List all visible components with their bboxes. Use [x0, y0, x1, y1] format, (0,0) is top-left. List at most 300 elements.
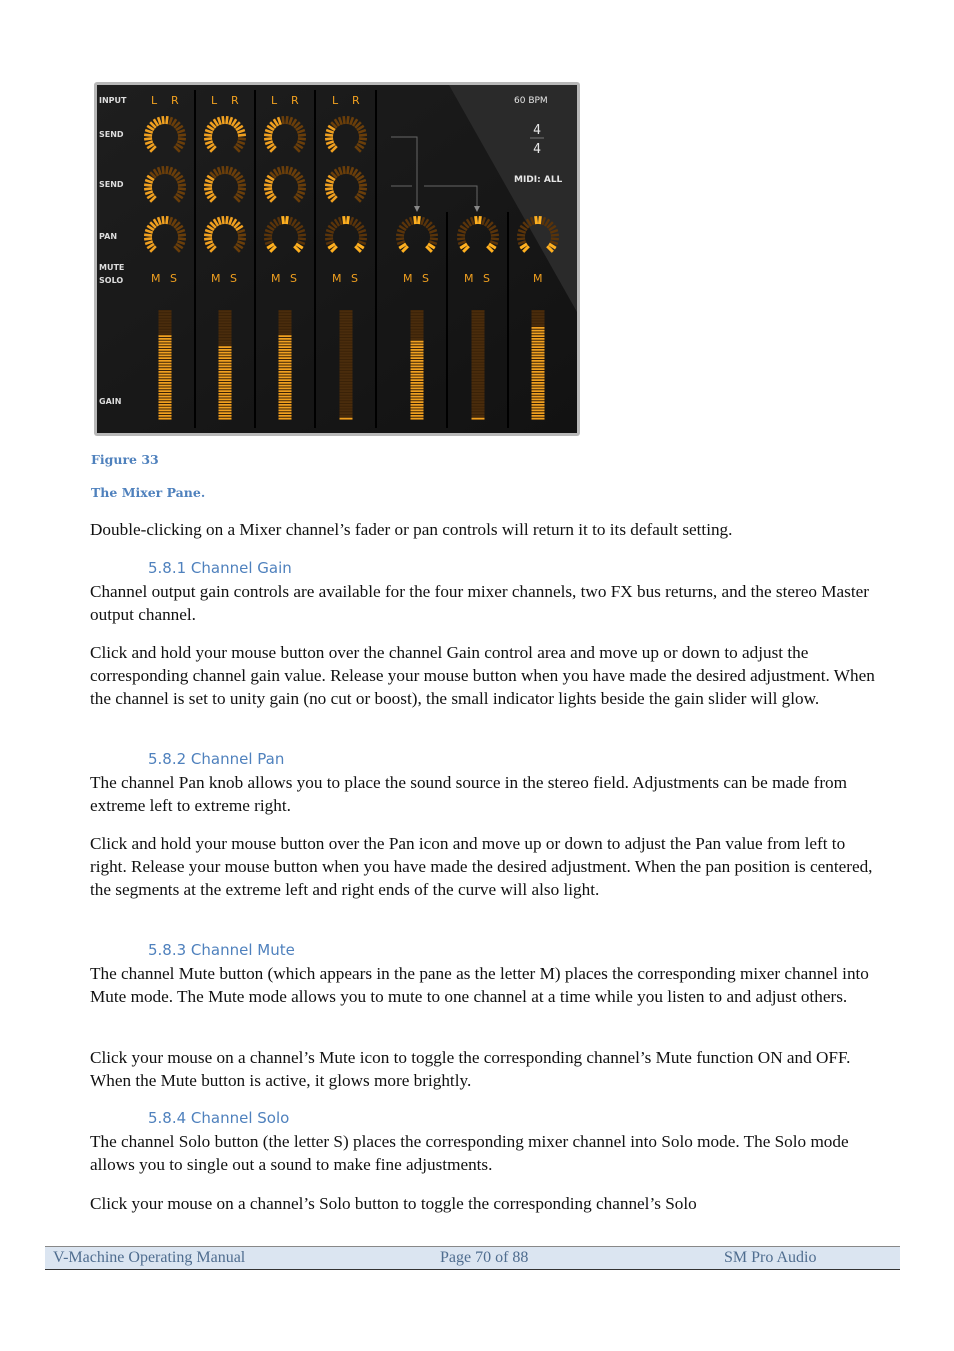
gain-fader-segment — [411, 319, 424, 321]
gain-fader-segment — [219, 333, 232, 335]
gain-fader-segment — [411, 401, 424, 403]
gain-fader-segment — [279, 401, 292, 403]
paragraph-gain-2: Click and hold your mouse button over the channel Gain control area and move up or down to adjust the corresponding channel gain value. Release your mouse button when you have made the desired adjustment. When the channel is set to unity gain (no cut or boost), the small indicator lights beside the gain slider will glow. — [90, 643, 875, 708]
gain-fader-segment — [472, 327, 485, 329]
gain-fader-segment — [159, 352, 172, 354]
gain-fader-segment — [219, 341, 232, 343]
gain-fader-segment — [340, 333, 353, 335]
gain-fader-segment — [532, 368, 545, 370]
gain-fader-segment — [340, 390, 353, 392]
gain-fader-segment — [340, 404, 353, 406]
gain-fader-segment — [279, 377, 292, 379]
gain-fader-segment — [411, 344, 424, 346]
gain-fader-segment — [219, 338, 232, 340]
gain-fader-segment — [532, 418, 545, 420]
gain-fader-segment — [159, 338, 172, 340]
heading-channel-pan: 5.8.2 Channel Pan — [148, 750, 285, 768]
page-footer — [45, 1246, 900, 1270]
gain-fader-segment — [159, 322, 172, 324]
gain-fader-segment — [411, 379, 424, 381]
gain-fader-segment — [472, 333, 485, 335]
gain-fader-segment — [340, 360, 353, 362]
gain-fader-segment — [159, 407, 172, 409]
solo-button-1[interactable]: S — [170, 272, 177, 285]
gain-fader-segment — [411, 412, 424, 414]
footer-manual-title: V-Machine Operating Manual — [53, 1249, 246, 1266]
gain-fader-segment — [411, 327, 424, 329]
paragraph-solo-2: Click your mouse on a channel’s Solo button to toggle the corresponding channel’s Solo — [90, 1194, 697, 1213]
label-mute: MUTE — [99, 263, 125, 272]
gain-fader-segment — [532, 346, 545, 348]
gain-fader-segment — [411, 407, 424, 409]
gain-fader-segment — [472, 385, 485, 387]
paragraph-mute-1: The channel Mute button (which appears in the pane as the letter M) places the corresponding mixer channel into Mute mode. The Mute mode allows you to mute to one channel at a time while you listen to and adjust others. — [90, 964, 869, 1006]
gain-fader-segment — [219, 410, 232, 412]
gain-fader-segment — [340, 366, 353, 368]
gain-fader-track-4[interactable] — [340, 310, 353, 420]
gain-fader-segment — [411, 390, 424, 392]
gain-fader-segment — [472, 355, 485, 357]
gain-fader-segment — [219, 322, 232, 324]
gain-fader-segment — [159, 368, 172, 370]
paragraph-gain-1: Channel output gain controls are available for the four mixer channels, two FX bus returns, and the stereo Master output channel. — [90, 582, 869, 624]
gain-fader-segment — [340, 399, 353, 401]
gain-fader-segment — [219, 396, 232, 398]
label-gain: GAIN — [99, 397, 122, 406]
gain-fader-segment — [219, 385, 232, 387]
solo-button-2[interactable]: S — [230, 272, 237, 285]
gain-fader-segment — [340, 396, 353, 398]
gain-fader-segment — [340, 327, 353, 329]
gain-fader-segment — [532, 410, 545, 412]
gain-fader-segment — [340, 330, 353, 332]
gain-fader-segment — [159, 341, 172, 343]
time-signature-bottom[interactable]: 4 — [533, 142, 541, 157]
gain-fader-segment — [159, 379, 172, 381]
gain-fader-segment — [159, 399, 172, 401]
gain-fader-segment — [340, 401, 353, 403]
gain-fader-segment — [411, 415, 424, 417]
gain-fader-segment — [219, 371, 232, 373]
footer-company: SM Pro Audio — [724, 1249, 817, 1266]
gain-fader-segment — [340, 355, 353, 357]
gain-fader-segment — [532, 357, 545, 359]
gain-fader-segment — [472, 410, 485, 412]
gain-fader-segment — [279, 313, 292, 315]
heading-channel-gain: 5.8.1 Channel Gain — [148, 559, 292, 577]
gain-fader-segment — [411, 322, 424, 324]
gain-fader-segment — [159, 346, 172, 348]
gain-fader-segment — [159, 327, 172, 329]
gain-fader-segment — [159, 382, 172, 384]
gain-fader-segment — [219, 349, 232, 351]
gain-fader-segment — [411, 360, 424, 362]
gain-fader-segment — [532, 316, 545, 318]
gain-fader-segment — [532, 341, 545, 343]
gain-fader-segment — [279, 341, 292, 343]
gain-fader-segment — [279, 404, 292, 406]
gain-fader-segment — [159, 366, 172, 368]
gain-fader-segment — [219, 311, 232, 313]
gain-fader-segment — [279, 410, 292, 412]
gain-fader-segment — [532, 311, 545, 313]
gain-fader-segment — [279, 388, 292, 390]
gain-fader-segment — [279, 415, 292, 417]
gain-fader-segment — [340, 344, 353, 346]
gain-fader-segment — [219, 368, 232, 370]
gain-fader-segment — [532, 360, 545, 362]
gain-fader-segment — [219, 316, 232, 318]
gain-fader-segment — [219, 330, 232, 332]
gain-fader-segment — [472, 404, 485, 406]
gain-fader-segment — [340, 338, 353, 340]
gain-fader-segment — [279, 390, 292, 392]
gain-fader-segment — [219, 313, 232, 315]
gain-fader-segment — [340, 393, 353, 395]
gain-fader-segment — [411, 371, 424, 373]
gain-fader-segment — [279, 324, 292, 326]
gain-fader-segment — [340, 346, 353, 348]
gain-fader-segment — [279, 338, 292, 340]
gain-fader-segment — [219, 390, 232, 392]
gain-fader-segment — [340, 341, 353, 343]
mixer-pane-figure — [94, 82, 580, 436]
mute-button-6[interactable]: M — [464, 272, 474, 285]
gain-fader-segment — [279, 352, 292, 354]
solo-button-6[interactable]: S — [483, 272, 490, 285]
gain-fader-segment — [532, 366, 545, 368]
input-left-1[interactable]: L — [151, 94, 158, 107]
gain-fader-segment — [411, 330, 424, 332]
gain-fader-segment — [532, 382, 545, 384]
gain-fader-segment — [159, 374, 172, 376]
gain-fader-segment — [340, 415, 353, 417]
gain-fader-segment — [340, 379, 353, 381]
gain-fader-segment — [279, 335, 292, 337]
gain-fader-track-5[interactable] — [411, 310, 424, 420]
gain-fader-segment — [340, 324, 353, 326]
input-left-3[interactable]: L — [271, 94, 278, 107]
mute-button-4[interactable]: M — [332, 272, 342, 285]
solo-button-5[interactable]: S — [422, 272, 429, 285]
gain-fader-track-2[interactable] — [219, 310, 232, 420]
gain-fader-segment — [532, 335, 545, 337]
input-left-2[interactable]: L — [211, 94, 218, 107]
time-signature-top[interactable]: 4 — [533, 123, 541, 138]
gain-fader-segment — [472, 363, 485, 365]
gain-fader-segment — [411, 352, 424, 354]
gain-fader-segment — [411, 341, 424, 343]
gain-fader-segment — [219, 346, 232, 348]
gain-fader-segment — [159, 401, 172, 403]
gain-fader-segment — [532, 396, 545, 398]
gain-fader-segment — [219, 401, 232, 403]
heading-channel-mute: 5.8.3 Channel Mute — [148, 941, 295, 959]
gain-fader-segment — [159, 396, 172, 398]
label-solo: SOLO — [99, 276, 124, 285]
gain-fader-segment — [532, 390, 545, 392]
gain-fader-segment — [532, 352, 545, 354]
gain-fader-segment — [532, 379, 545, 381]
gain-fader-segment — [411, 368, 424, 370]
gain-fader-segment — [472, 311, 485, 313]
gain-fader-segment — [159, 330, 172, 332]
gain-fader-segment — [159, 313, 172, 315]
gain-fader-segment — [340, 313, 353, 315]
gain-fader-segment — [411, 357, 424, 359]
gain-fader-segment — [472, 319, 485, 321]
gain-fader-segment — [472, 396, 485, 398]
gain-fader-segment — [340, 319, 353, 321]
gain-fader-segment — [340, 377, 353, 379]
gain-fader-segment — [532, 407, 545, 409]
gain-fader-segment — [472, 393, 485, 395]
gain-fader-segment — [411, 349, 424, 351]
master-mute-button[interactable]: M — [533, 272, 543, 285]
gain-fader-segment — [532, 401, 545, 403]
gain-fader-segment — [472, 377, 485, 379]
gain-fader-segment — [411, 355, 424, 357]
gain-fader-segment — [279, 379, 292, 381]
gain-fader-segment — [219, 344, 232, 346]
mute-button-3[interactable]: M — [271, 272, 281, 285]
gain-fader-segment — [219, 404, 232, 406]
label-input: INPUT — [99, 96, 127, 105]
gain-fader-segment — [411, 393, 424, 395]
gain-fader-segment — [532, 371, 545, 373]
gain-fader-segment — [472, 415, 485, 417]
gain-fader-segment — [532, 374, 545, 376]
gain-fader-segment — [340, 385, 353, 387]
paragraph-solo-1: The channel Solo button (the letter S) places the corresponding mixer channel into Solo mode. The Solo mode allows you to single out a sound to make fine adjustments. — [90, 1132, 849, 1174]
gain-fader-segment — [279, 371, 292, 373]
gain-fader-segment — [472, 352, 485, 354]
gain-fader-segment — [532, 404, 545, 406]
gain-fader-segment — [219, 377, 232, 379]
solo-button-3[interactable]: S — [290, 272, 297, 285]
gain-fader-segment — [159, 371, 172, 373]
gain-fader-segment — [411, 324, 424, 326]
gain-fader-segment — [532, 327, 545, 329]
gain-fader-segment — [279, 327, 292, 329]
gain-fader-segment — [472, 324, 485, 326]
gain-fader-segment — [219, 418, 232, 420]
gain-fader-segment — [279, 418, 292, 420]
gain-fader-segment — [532, 388, 545, 390]
mute-button-2[interactable]: M — [211, 272, 221, 285]
gain-fader-segment — [340, 368, 353, 370]
gain-fader-segment — [411, 404, 424, 406]
gain-fader-segment — [279, 360, 292, 362]
gain-fader-segment — [219, 366, 232, 368]
gain-fader-segment — [532, 319, 545, 321]
gain-fader-segment — [472, 399, 485, 401]
gain-fader-segment — [159, 410, 172, 412]
gain-fader-segment — [340, 371, 353, 373]
gain-fader-segment — [472, 388, 485, 390]
gain-fader-segment — [279, 399, 292, 401]
gain-fader-segment — [159, 390, 172, 392]
gain-fader-segment — [159, 316, 172, 318]
figure-number: Figure 33 — [91, 452, 159, 467]
input-right-2[interactable]: R — [231, 94, 239, 107]
gain-fader-segment — [159, 385, 172, 387]
gain-fader-segment — [219, 412, 232, 414]
input-right-4[interactable]: R — [352, 94, 360, 107]
gain-fader-segment — [279, 385, 292, 387]
gain-fader-segment — [340, 388, 353, 390]
paragraph-pan-1: The channel Pan knob allows you to place the sound source in the stereo field. Adjustments can be made from extreme left to extreme right. — [90, 773, 848, 815]
gain-fader-track-6[interactable] — [472, 310, 485, 420]
gain-fader-segment — [532, 313, 545, 315]
label-pan: PAN — [99, 232, 118, 241]
gain-fader-segment — [340, 311, 353, 313]
gain-fader-segment — [411, 316, 424, 318]
gain-fader-segment — [219, 319, 232, 321]
gain-fader-segment — [340, 410, 353, 412]
gain-fader-segment — [411, 385, 424, 387]
gain-fader-segment — [279, 319, 292, 321]
gain-fader-segment — [411, 374, 424, 376]
gain-fader-segment — [340, 335, 353, 337]
gain-fader-segment — [279, 316, 292, 318]
gain-fader-segment — [532, 377, 545, 379]
gain-fader-segment — [472, 382, 485, 384]
gain-fader-segment — [411, 410, 424, 412]
gain-fader-segment — [279, 311, 292, 313]
gain-fader-segment — [159, 324, 172, 326]
gain-fader-segment — [472, 401, 485, 403]
gain-fader-segment — [279, 355, 292, 357]
gain-fader-segment — [219, 357, 232, 359]
gain-fader-segment — [340, 418, 353, 420]
gain-fader-segment — [411, 346, 424, 348]
input-left-4[interactable]: L — [332, 94, 339, 107]
gain-fader-segment — [159, 404, 172, 406]
gain-fader-segment — [279, 346, 292, 348]
gain-fader-track-7[interactable] — [532, 310, 545, 420]
gain-fader-segment — [532, 385, 545, 387]
gain-fader-segment — [411, 338, 424, 340]
gain-fader-segment — [279, 363, 292, 365]
input-right-3[interactable]: R — [291, 94, 299, 107]
gain-fader-segment — [279, 366, 292, 368]
gain-fader-segment — [411, 333, 424, 335]
gain-fader-segment — [411, 418, 424, 420]
gain-fader-segment — [279, 407, 292, 409]
gain-fader-segment — [472, 360, 485, 362]
gain-fader-segment — [279, 357, 292, 359]
gain-fader-segment — [219, 352, 232, 354]
gain-fader-segment — [219, 327, 232, 329]
gain-fader-segment — [340, 352, 353, 354]
gain-fader-segment — [472, 349, 485, 351]
gain-fader-segment — [279, 396, 292, 398]
gain-fader-segment — [340, 322, 353, 324]
gain-fader-segment — [219, 407, 232, 409]
gain-fader-segment — [532, 349, 545, 351]
gain-fader-segment — [532, 412, 545, 414]
gain-fader-segment — [159, 355, 172, 357]
gain-fader-segment — [159, 393, 172, 395]
mute-button-5[interactable]: M — [403, 272, 413, 285]
gain-fader-segment — [159, 377, 172, 379]
gain-fader-segment — [472, 322, 485, 324]
gain-fader-segment — [472, 407, 485, 409]
gain-fader-segment — [340, 374, 353, 376]
paragraph-mute-2: Click your mouse on a channel’s Mute icon to toggle the corresponding channel’s Mute function ON and OFF. When the Mute button is active, it glows more brightly. — [90, 1048, 851, 1090]
gain-fader-segment — [279, 382, 292, 384]
gain-fader-segment — [219, 415, 232, 417]
paragraph-pan-2: Click and hold your mouse button over the Pan icon and move up or down to adjust the Pan value from left to right. Release your mouse button when you have made the desired adjustment. When the pan position is centered, the segments at the extreme left and right ends of the curve will also light. — [90, 834, 873, 899]
gain-fader-segment — [159, 388, 172, 390]
gain-fader-segment — [340, 349, 353, 351]
gain-fader-segment — [472, 418, 485, 420]
gain-fader-segment — [219, 324, 232, 326]
gain-fader-segment — [472, 344, 485, 346]
gain-fader-segment — [532, 363, 545, 365]
gain-fader-segment — [472, 374, 485, 376]
gain-fader-segment — [411, 313, 424, 315]
gain-fader-segment — [219, 355, 232, 357]
gain-fader-segment — [279, 322, 292, 324]
gain-fader-segment — [340, 363, 353, 365]
gain-fader-segment — [532, 338, 545, 340]
gain-fader-segment — [472, 341, 485, 343]
gain-fader-segment — [411, 366, 424, 368]
gain-fader-segment — [532, 399, 545, 401]
gain-fader-segment — [159, 363, 172, 365]
gain-fader-segment — [472, 366, 485, 368]
mute-button-1[interactable]: M — [151, 272, 161, 285]
gain-fader-segment — [159, 344, 172, 346]
gain-fader-segment — [532, 322, 545, 324]
gain-fader-segment — [279, 333, 292, 335]
gain-fader-segment — [472, 316, 485, 318]
paragraph-intro: Double-clicking on a Mixer channel’s fader or pan controls will return it to its default setting. — [90, 520, 733, 539]
heading-channel-solo: 5.8.4 Channel Solo — [148, 1109, 290, 1127]
gain-fader-segment — [159, 412, 172, 414]
gain-fader-segment — [219, 335, 232, 337]
gain-fader-segment — [472, 335, 485, 337]
gain-fader-segment — [472, 313, 485, 315]
gain-fader-segment — [532, 333, 545, 335]
input-right-1[interactable]: R — [171, 94, 179, 107]
midi-channel-readout[interactable]: MIDI: ALL — [514, 175, 563, 185]
gain-fader-segment — [472, 412, 485, 414]
gain-fader-segment — [472, 371, 485, 373]
gain-fader-segment — [411, 335, 424, 337]
footer-page-number: Page 70 of 88 — [440, 1249, 529, 1266]
gain-fader-segment — [472, 368, 485, 370]
bpm-readout[interactable]: 60 BPM — [514, 96, 548, 106]
gain-fader-segment — [411, 377, 424, 379]
gain-fader-segment — [411, 396, 424, 398]
gain-fader-track-1[interactable] — [159, 310, 172, 420]
gain-fader-segment — [472, 346, 485, 348]
solo-button-4[interactable]: S — [351, 272, 358, 285]
gain-fader-segment — [279, 374, 292, 376]
gain-fader-segment — [219, 393, 232, 395]
label-send-1: SEND — [99, 130, 124, 139]
gain-fader-track-3[interactable] — [279, 310, 292, 420]
gain-fader-segment — [219, 379, 232, 381]
gain-fader-segment — [411, 388, 424, 390]
gain-fader-segment — [411, 382, 424, 384]
gain-fader-segment — [472, 379, 485, 381]
gain-fader-segment — [219, 360, 232, 362]
gain-fader-segment — [532, 355, 545, 357]
